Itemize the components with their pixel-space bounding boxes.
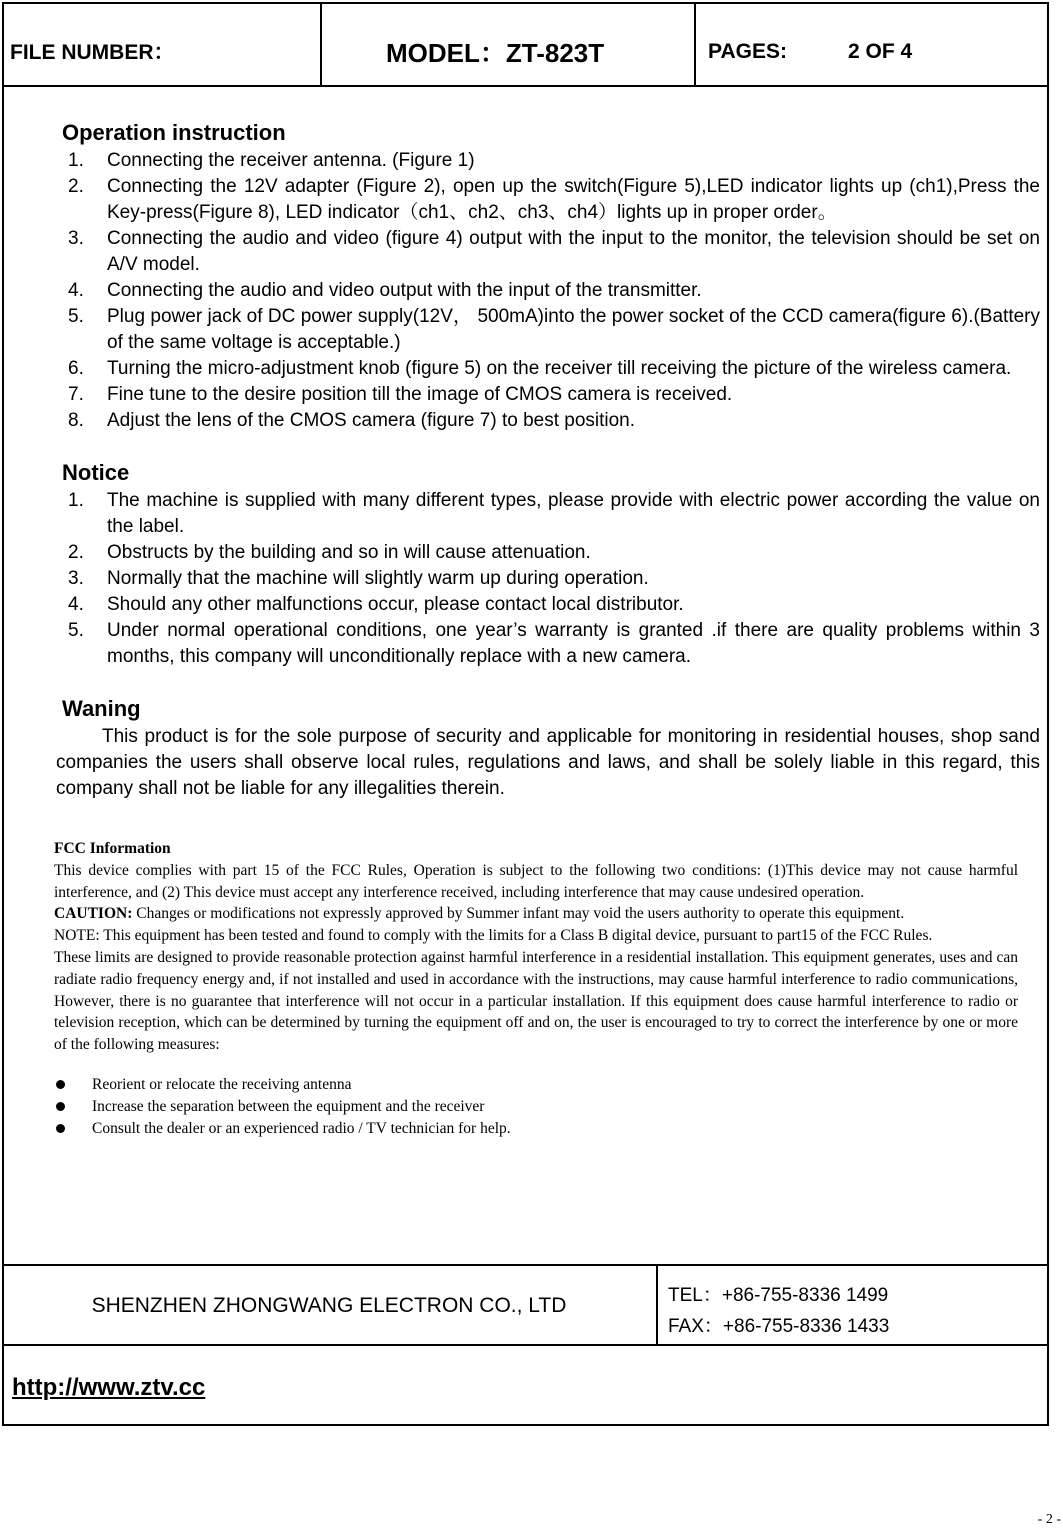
fcc-section [54, 838, 1018, 1139]
file-number-cell [2, 2, 322, 85]
bullet-icon [56, 1102, 65, 1111]
bullet-icon [56, 1080, 65, 1089]
model-cell [322, 2, 696, 85]
list-item: 3. Connecting the audio and video (figure 4) output with the input to the monitor, the television should be set on A/V model. [68, 228, 1040, 275]
list-item: Reorient or relocate the receiving antenna [54, 1074, 1018, 1096]
operation-title: Operation instruction [62, 120, 286, 145]
fcc-measures-list [54, 1074, 1018, 1139]
list-item: 5. Under normal operational conditions, one year’s warranty is granted .if there are quality problems within 3 months, this company will unconditionally replace with a new camera. [68, 620, 1040, 667]
instructions-content [56, 118, 1040, 802]
list-item: 4. Connecting the audio and video output with the input of the transmitter. [68, 280, 702, 301]
list-item: Consult the dealer or an experienced radio / TV technician for help. [54, 1118, 1018, 1140]
fcc-paragraph: This device complies with part 15 of the FCC Rules, Operation is subject to the following two conditions: (1)This device may not cause harmful interference, and (2) This device must accept any interference received, including interference that may cause undesired operation. [54, 861, 1018, 901]
list-item: 3. Normally that the machine will slightly warm up during operation. [68, 568, 649, 589]
page-number: - 2 - [1037, 1512, 1061, 1527]
list-item: 1. The machine is supplied with many different types, please provide with electric power according the value on the label. [68, 490, 1040, 537]
caution-label: CAUTION: [54, 905, 133, 923]
notice-list [56, 488, 1040, 670]
list-item: 8. Adjust the lens of the CMOS camera (figure 7) to best position. [68, 410, 636, 431]
list-item: 1. Connecting the receiver antenna. (Figure 1) [68, 150, 475, 171]
pages-value: 2 OF 4 [848, 40, 913, 63]
footer-table [2, 1264, 1049, 1346]
company-name: SHENZHEN ZHONGWANG ELECTRON CO., LTD [2, 1266, 658, 1346]
notice-title: Notice [62, 460, 130, 485]
pages-label: PAGES: [708, 40, 787, 63]
list-item: 4. Should any other malfunctions occur, please contact local distributor. [68, 594, 684, 615]
caution-text: Changes or modifications not expressly approved by Summer infant may void the users authority to operate this equipment. [132, 905, 905, 923]
list-item: 7. Fine tune to the desire position till the image of CMOS camera is received. [68, 384, 733, 405]
list-item: 6. Turning the micro-adjustment knob (figure 5) on the receiver till receiving the picture of the wireless camera. [68, 358, 1012, 379]
fcc-note: NOTE: This equipment has been tested and found to comply with the limits for a Class B digital device, pursuant to part15 of the FCC Rules. [54, 927, 933, 945]
list-item: 2. Connecting the 12V adapter (Figure 2), open up the switch(Figure 5),LED indicator lights up (ch1),Press the Key-press(Figure 8), LED indicator（ch1、ch2、ch3、ch4）lights up in proper order。 [68, 176, 1040, 223]
list-item: 2. Obstructs by the building and so in will cause attenuation. [68, 542, 591, 563]
waning-title: Waning [62, 696, 141, 721]
list-item: Increase the separation between the equipment and the receiver [54, 1096, 1018, 1118]
fcc-limits-paragraph: These limits are designed to provide reasonable protection against harmful interference in a residential installation. This equipment generates, uses and can radiate radio frequency energy and, if not installed and used in accordance with the instructions, may cause harmful interference to radio communications, However, there is no guarantee that interference will not occur in a particular installation. If this equipment does cause harmful interference to radio or television reception, which can be determined by turning the equipment off and on, the user is encouraged to try to correct the interference by one or more of the following measures: [54, 948, 1018, 1054]
fcc-caution [54, 903, 1018, 925]
model-title: MODEL：ZT-823T [386, 38, 605, 68]
header-table [2, 2, 1049, 87]
fcc-title: FCC Information [54, 840, 171, 857]
bullet-icon [56, 1124, 65, 1133]
file-number-label: FILE NUMBER： [10, 41, 175, 64]
telephone: TEL：+86-755-8336 1499 [668, 1285, 889, 1306]
list-item: 5. Plug power jack of DC power supply(12V， 500mA)into the power socket of the CCD camera(figure 6).(Battery of the same voltage is acceptable.) [68, 306, 1040, 353]
operation-list [56, 148, 1040, 434]
fax: FAX：+86-755-8336 1433 [668, 1316, 890, 1337]
waning-paragraph: This product is for the sole purpose of security and applicable for monitoring in residential houses, shop sand companies the users shall observe local rules, regulations and laws, and shall be solely liable in this regard, this company shall not be liable for any illegalities therein. [56, 726, 1040, 799]
website-link[interactable]: http://www.ztv.cc [12, 1374, 206, 1401]
